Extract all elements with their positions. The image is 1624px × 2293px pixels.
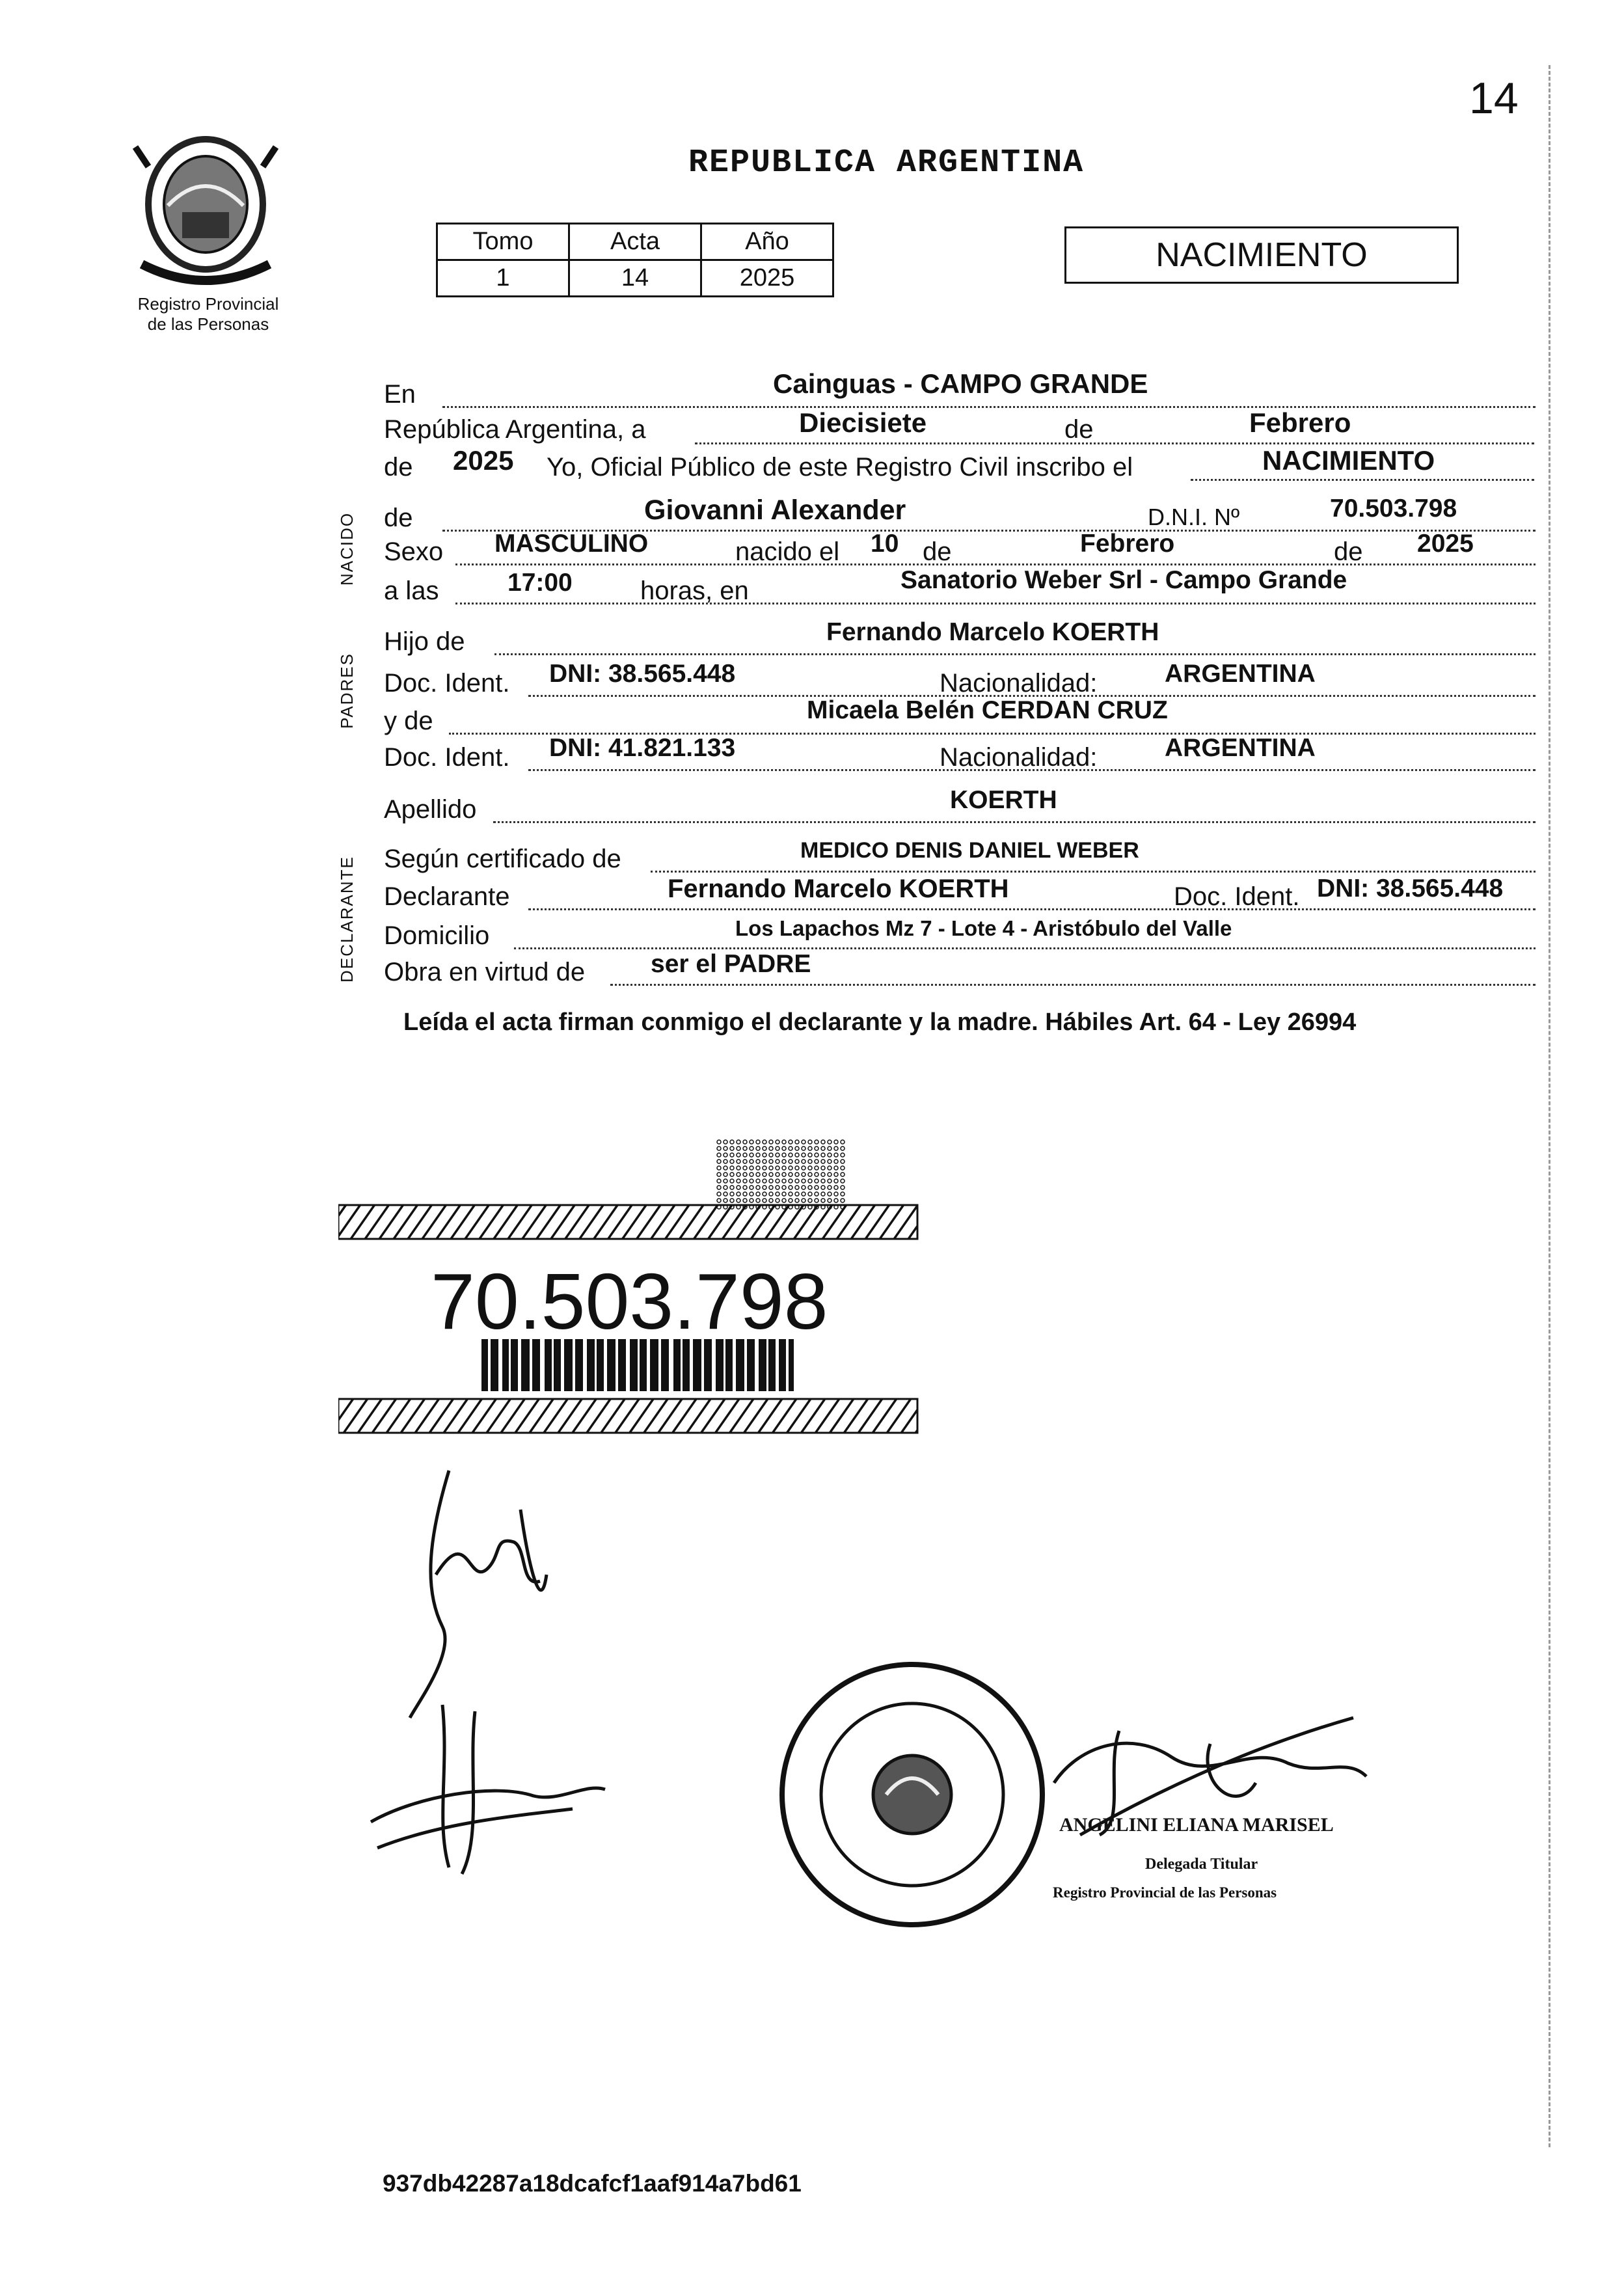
dotted-leader	[494, 653, 1536, 655]
certificate-value: MEDICO DENIS DANIEL WEBER	[800, 838, 1139, 863]
child-dni-value: 70.503.798	[1330, 495, 1457, 522]
sticker-dni-number: 70.503.798	[431, 1257, 828, 1346]
oficial-text: Yo, Oficial Público de este Registro Civil inscribo el	[547, 453, 1133, 482]
dotted-leader	[514, 947, 1536, 949]
side-label-declarante: DECLARANTE	[337, 856, 357, 983]
official-name-stamp: ANGELINI ELIANA MARISEL	[1059, 1814, 1334, 1836]
de-month-label: de	[923, 537, 952, 566]
de-birth-year-label: de	[1334, 537, 1363, 566]
mother-name-value: Micaela Belén CERDAN CRUZ	[807, 696, 1168, 724]
domicilio-label: Domicilio	[384, 921, 490, 950]
obra-label: Obra en virtud de	[384, 958, 586, 986]
en-label: En	[384, 380, 416, 409]
a-las-label: a las	[384, 577, 439, 605]
birth-time-value: 17:00	[508, 569, 573, 597]
document-hash: 937db42287a18dcafcf1aaf914a7bd61	[383, 2170, 802, 2197]
month-value: Febrero	[1249, 407, 1351, 438]
side-label-padres: PADRES	[337, 653, 357, 729]
registry-caption	[104, 294, 312, 334]
page-number: 14	[1469, 74, 1519, 123]
place-value: Cainguas - CAMPO GRANDE	[773, 368, 1148, 399]
dotted-leader	[493, 821, 1536, 823]
registry-line-1: Registro Provincial	[137, 294, 279, 314]
nacionalidad-label: Nacionalidad:	[940, 669, 1098, 698]
declarant-dni-value: DNI: 38.565.448	[1317, 875, 1504, 902]
declarant-signature-icon	[390, 1458, 560, 1731]
capacity-value: ser el PADRE	[651, 950, 811, 978]
child-name-value: Giovanni Alexander	[644, 495, 906, 526]
doc-ident-label-3: Doc. Ident.	[1174, 882, 1300, 911]
nacido-el-label: nacido el	[735, 537, 840, 566]
address-value: Los Lapachos Mz 7 - Lote 4 - Aristóbulo del Valle	[735, 916, 1232, 940]
birth-year-value: 2025	[1417, 530, 1474, 558]
birth-place-value: Sanatorio Weber Srl - Campo Grande	[900, 566, 1347, 594]
dni-label: D.N.I. Nº	[1148, 504, 1240, 530]
dotted-leader	[442, 406, 1536, 408]
republica-label: República Argentina, a	[384, 415, 646, 444]
side-label-nacido: NACIDO	[337, 511, 357, 586]
de-name-label: de	[384, 504, 413, 532]
declarant-value: Fernando Marcelo KOERTH	[668, 875, 1009, 903]
official-role-stamp: Delegada Titular	[1145, 1856, 1258, 1873]
sexo-label: Sexo	[384, 537, 444, 566]
official-org-stamp: Registro Provincial de las Personas	[1053, 1884, 1277, 1901]
segun-label: Según certificado de	[384, 845, 621, 873]
doc-ident-label-2: Doc. Ident.	[384, 743, 510, 772]
record-table-header-row	[437, 224, 833, 260]
doc-ident-label: Doc. Ident.	[384, 669, 510, 698]
hijo-de-label: Hijo de	[384, 627, 465, 656]
acta-header: Acta	[569, 224, 701, 260]
horas-en-label: horas, en	[640, 577, 749, 605]
dotted-leader	[528, 908, 1536, 910]
anio-value: 2025	[701, 260, 833, 297]
country-title: REPUBLICA ARGENTINA	[688, 144, 1085, 182]
dotted-leader	[695, 442, 1534, 444]
father-dni-value: DNI: 38.565.448	[549, 660, 736, 688]
tomo-value: 1	[437, 260, 569, 297]
dotted-leader	[455, 603, 1536, 604]
sex-value: MASCULINO	[494, 530, 649, 558]
tomo-header: Tomo	[437, 224, 569, 260]
dotted-leader	[610, 984, 1536, 986]
apellido-label: Apellido	[384, 795, 477, 824]
registry-line-2: de las Personas	[147, 314, 269, 334]
y-de-label: y de	[384, 707, 433, 735]
provincial-emblem-icon	[122, 128, 289, 294]
official-round-stamp-icon	[776, 1658, 1049, 1931]
de-year-label: de	[384, 453, 413, 482]
anio-header: Año	[701, 224, 833, 260]
dotted-leader	[651, 871, 1536, 873]
closing-statement: Leída el acta firman conmigo el declarante y la madre. Hábiles Art. 64 - Ley 26994	[403, 1009, 1357, 1036]
father-nationality-value: ARGENTINA	[1165, 660, 1316, 688]
scan-edge-line	[1549, 65, 1553, 2147]
record-table	[436, 223, 834, 297]
day-words-value: Diecisiete	[799, 407, 927, 438]
barcode-icon	[481, 1339, 794, 1391]
father-name-value: Fernando Marcelo KOERTH	[826, 618, 1159, 646]
dotted-leader	[1191, 479, 1534, 481]
acta-value: 14	[569, 260, 701, 297]
record-table-value-row	[437, 260, 833, 297]
de-label: de	[1064, 415, 1094, 444]
declarante-label: Declarante	[384, 882, 510, 911]
year-value: 2025	[453, 445, 514, 476]
mother-signature-icon	[364, 1692, 612, 1887]
dotted-leader	[455, 563, 1536, 565]
birth-month-value: Febrero	[1080, 530, 1175, 558]
act-type-box: NACIMIENTO	[1064, 226, 1459, 284]
nacionalidad-label-2: Nacionalidad:	[940, 743, 1098, 772]
surname-value: KOERTH	[950, 786, 1057, 814]
birth-day-value: 10	[871, 530, 899, 558]
mother-dni-value: DNI: 41.821.133	[549, 734, 736, 762]
act-kind-value: NACIMIENTO	[1262, 445, 1435, 476]
mother-nationality-value: ARGENTINA	[1165, 734, 1316, 762]
